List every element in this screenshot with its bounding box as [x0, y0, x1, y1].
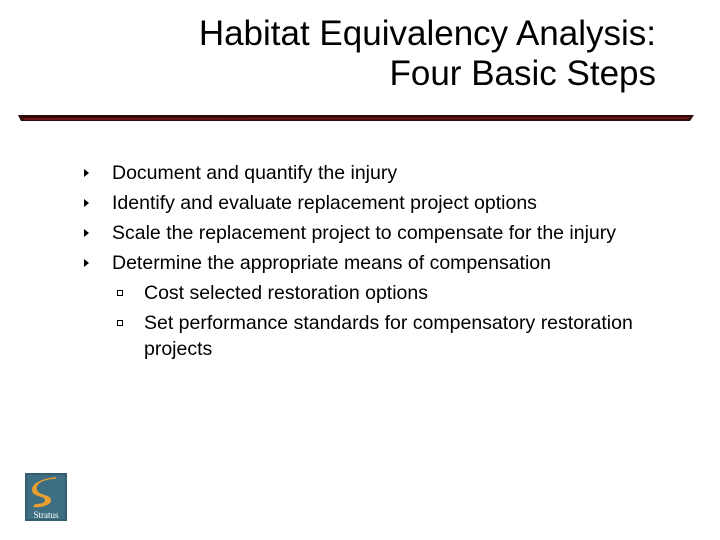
logo-text: Stratus	[33, 510, 59, 520]
bullet-item	[84, 250, 644, 362]
sub-bullet-item	[112, 310, 644, 362]
triangle-bullet-icon	[84, 229, 89, 237]
square-bullet-icon	[117, 290, 123, 296]
bullet-text: Document and quantify the injury	[112, 162, 398, 184]
sub-bullet-list	[112, 280, 644, 362]
bullet-item	[84, 160, 644, 186]
sub-bullet-text: Set performance standards for compensatory restoration projects	[144, 312, 633, 360]
stratus-logo	[25, 473, 67, 521]
bullet-item	[84, 190, 644, 216]
bullet-item	[84, 220, 644, 246]
slide-title	[56, 14, 656, 94]
triangle-bullet-icon	[84, 199, 89, 207]
bullet-list	[84, 160, 644, 366]
bullet-text: Scale the replacement project to compensate for the injury	[112, 222, 617, 244]
title-divider-rule	[18, 114, 694, 122]
triangle-bullet-icon	[84, 169, 89, 177]
sub-bullet-item	[112, 280, 644, 306]
triangle-bullet-icon	[84, 259, 89, 267]
sub-bullet-text: Cost selected restoration options	[144, 282, 428, 304]
slide-title-line-1: Habitat Equivalency Analysis:	[198, 14, 656, 53]
slide-title-line-2: Four Basic Steps	[389, 54, 656, 93]
bullet-text: Determine the appropriate means of compensation	[112, 252, 551, 274]
bullet-text: Identify and evaluate replacement project options	[112, 192, 537, 214]
square-bullet-icon	[117, 320, 123, 326]
